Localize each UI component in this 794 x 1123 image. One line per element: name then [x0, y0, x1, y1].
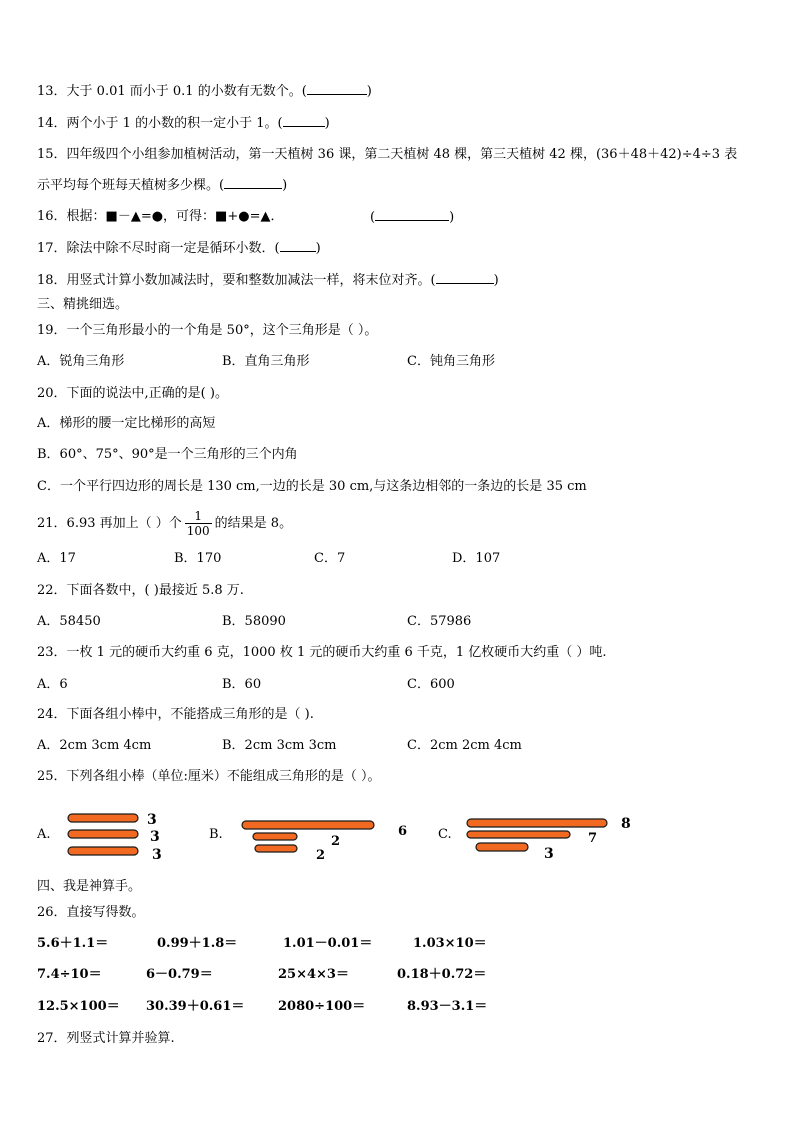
option-a[interactable]: A．锐角三角形 — [37, 354, 125, 369]
calc-item: 0.18＋0.72＝ — [397, 967, 487, 982]
option-b[interactable]: B．58090 — [222, 614, 286, 629]
question-22: 22．下面各数中，( )最接近 5.8 万. — [37, 583, 244, 598]
option-c[interactable]: C. — [438, 827, 452, 842]
option-b[interactable]: B．直角三角形 — [222, 354, 310, 369]
question-14-text: 14．两个小于 1 的小数的积一定小于 1。( — [37, 116, 283, 131]
option-b[interactable]: B．170 — [174, 551, 222, 566]
answer-blank[interactable] — [283, 114, 325, 127]
calc-item: 8.93－3.1＝ — [407, 999, 488, 1014]
question-16-text: 16．根据：■－▲=●，可得：■+●=▲． — [37, 209, 284, 224]
calc-item: 2080÷100＝ — [278, 999, 366, 1014]
question-21: 21．6.93 再加上（ ）个 $\frac{1}{100}$ 的结果是 8。 — [37, 509, 293, 538]
calc-item: 1.03×10＝ — [413, 936, 487, 951]
calc-item: 1.01－0.01＝ — [283, 936, 373, 951]
answer-blank[interactable] — [436, 271, 494, 284]
stick-length-label: 7 — [588, 831, 598, 846]
option-b[interactable]: B. — [209, 827, 223, 842]
stick-c3 — [476, 843, 528, 851]
calc-item: 25×4×3＝ — [278, 967, 349, 982]
stick-length-label: 3 — [544, 846, 554, 862]
stick-c2 — [467, 831, 570, 838]
calc-item: 30.39＋0.61＝ — [146, 999, 245, 1014]
stick-length-label: 6 — [398, 824, 408, 839]
stick-length-label: 3 — [150, 829, 160, 845]
stick-length-label: 8 — [621, 816, 631, 832]
answer-blank[interactable] — [224, 176, 282, 189]
question-26: 26．直接写得数。 — [37, 905, 145, 920]
question-20: 20．下面的说法中,正确的是( )。 — [37, 386, 228, 401]
question-27: 27．列竖式计算并验算. — [37, 1031, 175, 1046]
question-23: 23．一枚 1 元的硬币大约重 6 克，1000 枚 1 元的硬币大约重 6 千克，1 亿枚硬币大约重（ ）吨. — [37, 645, 607, 660]
option-c[interactable]: C．7 — [314, 551, 346, 566]
option-b[interactable]: B．2cm 3cm 3cm — [222, 738, 337, 753]
question-16-answer: ( ) — [370, 210, 455, 225]
option-a[interactable]: A．2cm 3cm 4cm — [37, 738, 152, 753]
stick-b2 — [253, 833, 297, 840]
calc-item: 6－0.79＝ — [146, 967, 213, 982]
stick-c1 — [467, 819, 607, 827]
question-17: 17．除法中除不尽时商一定是循环小数．( ) — [37, 241, 321, 256]
question-15-line1: 15．四年级四个小组参加植树活动，第一天植树 36 课，第二天植树 48 棵，第三天植树 42 棵，(36＋48＋42)÷4÷3 表 — [37, 147, 738, 162]
question-16 — [37, 208, 283, 226]
option-c[interactable]: C．600 — [407, 677, 455, 692]
stick-a1 — [68, 814, 138, 822]
stick-a3 — [68, 847, 138, 855]
option-c[interactable]: C．一个平行四边形的周长是 130 cm,一边的长是 30 cm,与这条边相邻的一条边的长是 35 cm — [37, 479, 587, 494]
answer-blank[interactable] — [307, 82, 367, 95]
section-title-3: 三、精挑细选。 — [37, 297, 129, 312]
stick-b3 — [255, 845, 297, 852]
option-c[interactable]: C．钝角三角形 — [407, 354, 495, 369]
option-b[interactable]: B．60 — [222, 677, 262, 692]
sticks-figure — [0, 810, 794, 870]
question-24: 24．下面各组小棒中，不能搭成三角形的是（ ). — [37, 707, 314, 722]
question-25: 25．下列各组小棒（单位:厘米）不能组成三角形的是（ ）。 — [37, 769, 381, 784]
question-19: 19．一个三角形最小的一个角是 50°，这个三角形是（ ）。 — [37, 323, 378, 338]
option-a[interactable]: A．17 — [37, 551, 76, 566]
option-d[interactable]: D．107 — [452, 551, 501, 566]
stick-a2 — [68, 830, 138, 838]
calc-item: 12.5×100＝ — [37, 999, 120, 1014]
question-18-text: 18．用竖式计算小数加减法时，要和整数加减法一样，将末位对齐。( — [37, 273, 436, 288]
question-15-line2: 示平均每个班每天植树多少棵。( ) — [37, 178, 288, 193]
stick-length-label: 3 — [152, 847, 162, 863]
question-13-text: 13．大于 0.01 而小于 0.1 的小数有无数个。( — [37, 84, 307, 99]
stick-b1 — [242, 821, 374, 829]
option-a[interactable]: A．58450 — [37, 614, 101, 629]
option-a[interactable]: A．梯形的腰一定比梯形的高短 — [37, 416, 216, 431]
option-a[interactable]: A．6 — [37, 677, 68, 692]
calc-item: 7.4÷10＝ — [37, 967, 102, 982]
question-17-text: 17．除法中除不尽时商一定是循环小数．( — [37, 241, 280, 256]
answer-blank[interactable] — [375, 208, 449, 221]
fraction: $\frac{1}{100}$ — [186, 509, 210, 538]
answer-blank[interactable] — [280, 239, 316, 252]
option-c[interactable]: C．2cm 2cm 4cm — [407, 738, 522, 753]
calc-item: 0.99＋1.8＝ — [157, 936, 238, 951]
calc-item: 5.6＋1.1＝ — [37, 936, 109, 951]
question-18: 18．用竖式计算小数加减法时，要和整数加减法一样，将末位对齐。( ) — [37, 273, 499, 288]
section-title-4: 四、我是神算手。 — [37, 879, 142, 894]
stick-length-label: 2 — [331, 834, 341, 849]
option-b[interactable]: B．60°、75°、90°是一个三角形的三个内角 — [37, 447, 298, 462]
stick-length-label: 2 — [316, 848, 326, 863]
question-13: 13．大于 0.01 而小于 0.1 的小数有无数个。( ) — [37, 84, 372, 99]
stick-length-label: 3 — [147, 812, 157, 828]
question-14: 14．两个小于 1 的小数的积一定小于 1。( ) — [37, 116, 330, 131]
option-a[interactable]: A. — [37, 827, 51, 842]
option-c[interactable]: C．57986 — [407, 614, 472, 629]
